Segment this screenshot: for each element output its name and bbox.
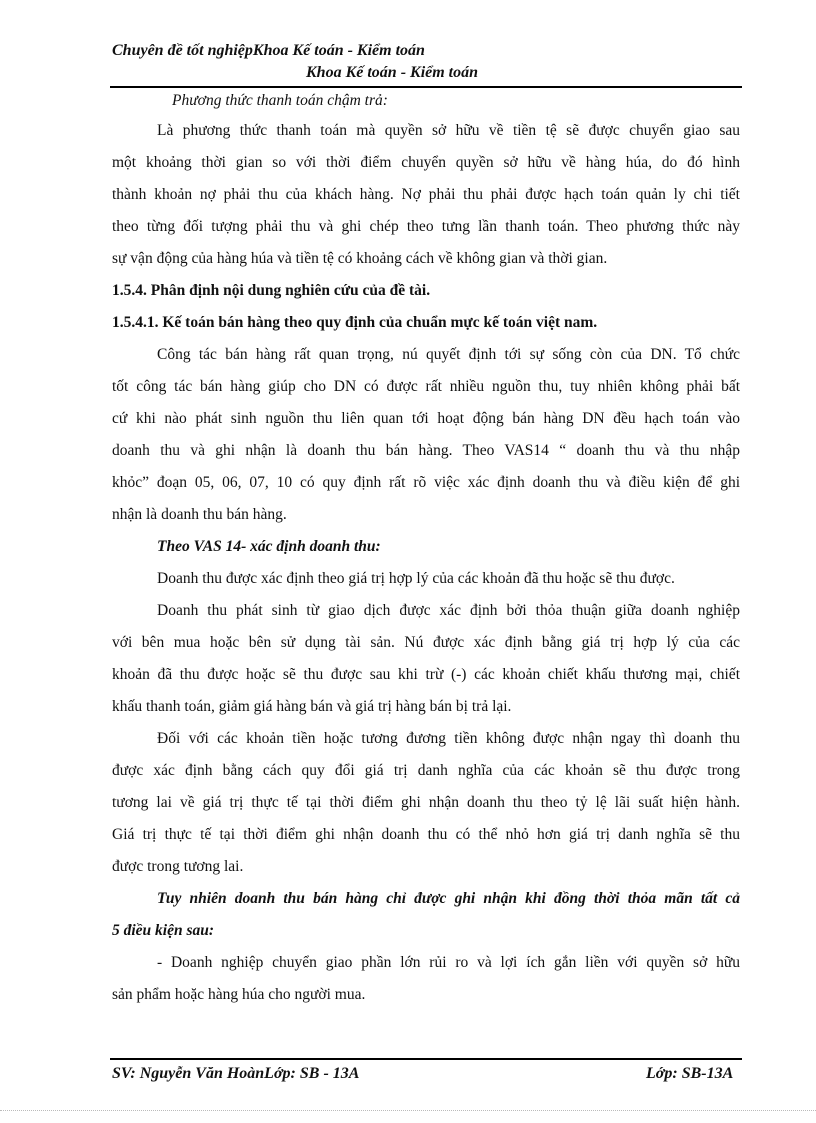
paragraph-line: được trong tương lai. xyxy=(112,858,244,875)
header-title: Chuyên đề tốt nghiệpKhoa Kế toán - Kiểm toán xyxy=(112,42,425,59)
paragraph-line: được xác định bằng cách quy đổi giá trị danh nghĩa của các khoản sẽ thu được trong xyxy=(112,762,740,779)
section-heading-1-5-4-1: 1.5.4.1. Kế toán bán hàng theo quy định của chuẩn mực kế toán việt nam. xyxy=(112,314,598,331)
paragraph-line: Là phương thức thanh toán mà quyền sở hữu về tiền tệ sẽ được chuyển giao sau xyxy=(157,122,740,139)
footer-rule xyxy=(110,1058,742,1060)
paragraph-line: Doanh thu được xác định theo giá trị hợp lý của các khoản đã thu hoặc sẽ thu được. xyxy=(157,570,675,587)
condition-item-cont: sản phẩm hoặc hàng húa cho người mua. xyxy=(112,986,366,1003)
conditions-heading-cont: 5 điều kiện sau: xyxy=(112,922,215,939)
header-rule xyxy=(110,86,742,88)
paragraph-line: sự vận động của hàng húa và tiền tệ có khoảng cách về không gian và thời gian. xyxy=(112,250,608,267)
paragraph-line: nhận là doanh thu bán hàng. xyxy=(112,506,287,523)
footer-student: SV: Nguyễn Văn HoànLớp: SB - 13A xyxy=(112,1065,360,1082)
paragraph-line: khỏc” đoạn 05, 06, 07, 10 có quy định rất rõ việc xác định doanh thu và điều kiện để ghi xyxy=(112,474,740,491)
paragraph-line: khoản đã thu được hoặc sẽ thu được sau khi trừ (-) các khoản chiết khấu thương mại, chiết xyxy=(112,666,740,683)
conditions-heading: Tuy nhiên doanh thu bán hàng chỉ được ghi nhận khi đồng thời thỏa mãn tất cả xyxy=(157,890,740,907)
paragraph-line: cứ khi nào phát sinh nguồn thu liên quan tới hoạt động bán hàng DN đều hạch toán vào xyxy=(112,410,740,427)
section-label-deferred-payment: Phương thức thanh toán chậm trả: xyxy=(172,92,388,109)
subheading-vas14: Theo VAS 14- xác định doanh thu: xyxy=(157,538,381,555)
paragraph-line: tương lai về giá trị thực tế tại thời điểm ghi nhận doanh thu theo tỷ lệ lãi suất hiện hành. xyxy=(112,794,740,811)
condition-item: - Doanh nghiệp chuyển giao phần lớn rủi ro và lợi ích gắn liền với quyền sở hữu xyxy=(157,954,740,971)
section-heading-1-5-4: 1.5.4. Phân định nội dung nghiên cứu của đề tài. xyxy=(112,282,431,299)
paragraph-line: thành khoản nợ phải thu của khách hàng. Nợ phải thu phải được hạch toán quản ly chi tiết xyxy=(112,186,740,203)
page-bottom-border xyxy=(0,1110,816,1111)
paragraph-line: doanh thu và ghi nhận là doanh thu bán hàng. Theo VAS14 “ doanh thu và thu nhập xyxy=(112,442,740,459)
paragraph-line: Giá trị thực tế tại thời điểm ghi nhận doanh thu có thể nhỏ hơn giá trị danh nghĩa sẽ thu xyxy=(112,826,740,843)
paragraph-line: Doanh thu phát sinh từ giao dịch được xác định bởi thỏa thuận giữa doanh nghiệp xyxy=(157,602,740,619)
header-subtitle: Khoa Kế toán - Kiểm toán xyxy=(306,64,479,81)
footer-class: Lớp: SB-13A xyxy=(646,1065,734,1082)
paragraph-line: tốt công tác bán hàng giúp cho DN có được rất nhiều nguồn thu, tuy nhiên không phải bất xyxy=(112,378,740,395)
paragraph-line: với bên mua hoặc bên sử dụng tài sản. Nú được xác định bằng giá trị hợp lý của các xyxy=(112,634,740,651)
paragraph-line: Công tác bán hàng rất quan trọng, nú quyết định tới sự sống còn của DN. Tổ chức xyxy=(157,346,740,363)
paragraph-line: một khoảng thời gian so với thời điểm chuyển quyền sở hữu về hàng húa, do đó hình xyxy=(112,154,740,171)
paragraph-line: Đối với các khoản tiền hoặc tương đương tiền không được nhận ngay thì doanh thu xyxy=(157,730,740,747)
paragraph-line: theo từng đối tượng phải thu và ghi chép theo tưng lần thanh toán. Theo phương thức này xyxy=(112,218,740,235)
paragraph-line: khấu thanh toán, giảm giá hàng bán và giá trị hàng bán bị trả lại. xyxy=(112,698,512,715)
